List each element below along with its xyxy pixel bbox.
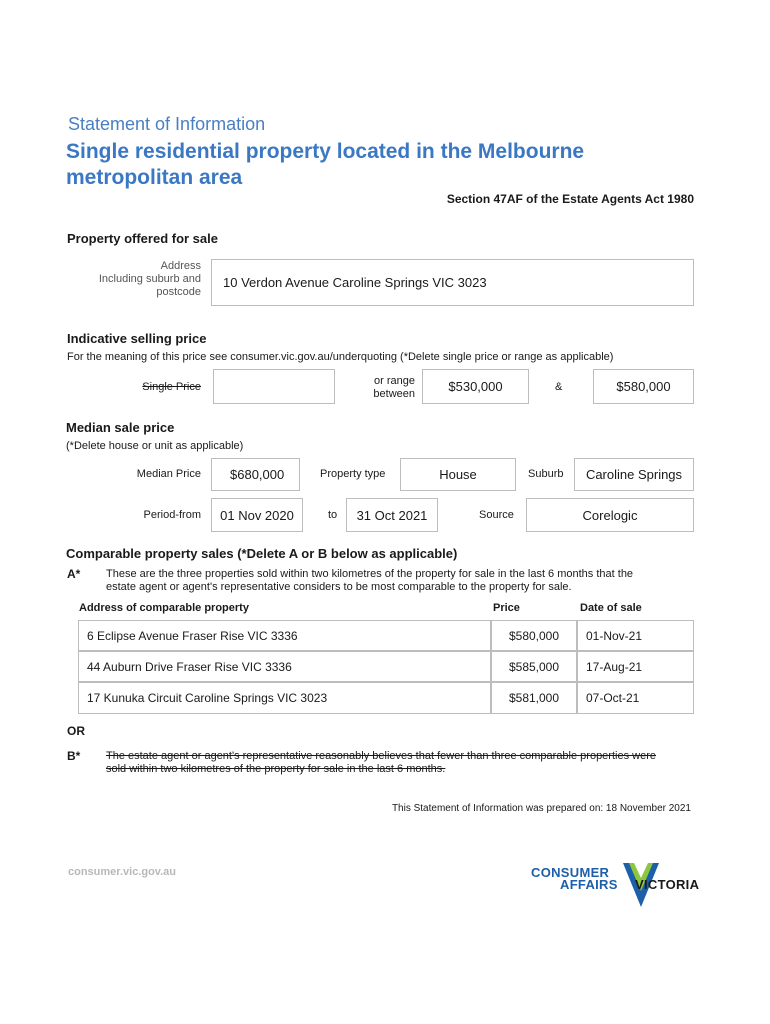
site-link[interactable]: consumer.vic.gov.au <box>68 866 177 878</box>
comparable-price-cell[interactable]: $585,000 <box>491 651 577 682</box>
logo-affairs: AFFAIRS <box>560 877 618 892</box>
source-field[interactable] <box>526 498 694 532</box>
period-from-value: 01 Nov 2020 <box>220 507 294 523</box>
property-type-field[interactable] <box>400 458 516 491</box>
range-label-line1: or range <box>374 375 415 387</box>
comparable-date-cell[interactable]: 17-Aug-21 <box>577 651 694 682</box>
option-a-text <box>106 568 633 594</box>
to-label: to <box>328 509 338 521</box>
suburb-field[interactable] <box>574 458 694 491</box>
option-a-marker: A* <box>67 567 81 581</box>
col-header-date: Date of sale <box>580 602 642 614</box>
table-row <box>78 620 694 651</box>
address-label-line2: Including suburb and <box>98 273 201 285</box>
or-label: OR <box>67 724 85 738</box>
indicative-note: For the meaning of this price see consumer.vic.gov.au/underquoting (*Delete single price or range as applicable) <box>67 351 614 363</box>
period-to-value: 31 Oct 2021 <box>356 507 428 523</box>
period-from-label: Period-from <box>143 509 201 521</box>
option-b-text-line1: The estate agent or agent's representative reasonably believes that fewer than three comparable properties were <box>106 750 656 762</box>
statement-title: Statement of Information <box>68 114 266 134</box>
comparable-section-title: Comparable property sales (*Delete A or B below as applicable) <box>66 546 458 561</box>
range-low-value: $530,000 <box>448 379 503 394</box>
comparable-date-cell[interactable]: 01-Nov-21 <box>577 620 694 651</box>
logo-victoria: VICTORIA <box>635 877 700 892</box>
option-a-text-line1: These are the three properties sold within two kilometres of the property for sale in the last 6 months that the <box>106 568 634 580</box>
col-header-price: Price <box>493 602 520 614</box>
address-label-line1: Address <box>160 260 201 272</box>
comparable-address-cell[interactable]: 6 Eclipse Avenue Fraser Rise VIC 3336 <box>78 620 491 651</box>
median-price-label: Median Price <box>136 468 201 480</box>
address-label-line3: postcode <box>156 286 201 298</box>
property-type-label: Property type <box>320 468 386 480</box>
source-value: Corelogic <box>582 507 638 523</box>
median-section-title: Median sale price <box>66 420 175 435</box>
address-field[interactable] <box>211 259 694 306</box>
indicative-section-title: Indicative selling price <box>67 331 207 346</box>
comparable-price-cell[interactable]: $580,000 <box>491 620 577 651</box>
act-reference: Section 47AF of the Estate Agents Act 1980 <box>446 192 694 206</box>
property-type-value: House <box>439 467 477 482</box>
logo-consumer: CONSUMER <box>531 865 610 880</box>
suburb-value: Caroline Springs <box>585 467 683 482</box>
property-section-title: Property offered for sale <box>67 231 218 246</box>
range-label <box>345 375 415 401</box>
period-from-field[interactable] <box>211 498 303 532</box>
address-label <box>80 260 201 299</box>
prepared-date-text: This Statement of Information was prepared on: 18 November 2021 <box>391 803 691 814</box>
address-value: 10 Verdon Avenue Caroline Springs VIC 3023 <box>223 275 487 290</box>
median-price-field[interactable] <box>211 458 300 491</box>
main-title-line2: metropolitan area <box>66 166 243 189</box>
range-high-value: $580,000 <box>616 379 671 394</box>
range-label-line2: between <box>373 388 415 400</box>
comparable-address-cell[interactable]: 17 Kunuka Circuit Caroline Springs VIC 3023 <box>78 682 491 714</box>
option-b-text <box>106 750 656 776</box>
consumer-affairs-victoria-logo <box>531 863 700 909</box>
comparable-date-cell[interactable]: 07-Oct-21 <box>577 682 694 714</box>
option-b-text-line2: sold within two kilometres of the property for sale in the last 6 months. <box>106 763 446 775</box>
median-note: (*Delete house or unit as applicable) <box>66 440 244 452</box>
range-high-field[interactable] <box>593 369 694 404</box>
comparable-address-cell[interactable]: 44 Auburn Drive Fraser Rise VIC 3336 <box>78 651 491 682</box>
single-price-field[interactable] <box>213 369 335 404</box>
range-low-field[interactable] <box>422 369 529 404</box>
main-title-line1: Single residential property located in the Melbourne <box>66 140 585 163</box>
option-a-text-line2: estate agent or agent's representative considers to be most comparable to the property for sale. <box>106 581 572 593</box>
source-label: Source <box>479 509 514 521</box>
comparable-price-cell[interactable]: $581,000 <box>491 682 577 714</box>
option-b-marker: B* <box>67 749 81 763</box>
table-row <box>78 682 694 714</box>
period-to-field[interactable] <box>346 498 438 532</box>
single-price-label: Single Price <box>142 381 201 393</box>
median-price-value: $680,000 <box>230 467 285 482</box>
table-row <box>78 651 694 682</box>
range-separator: & <box>555 381 563 393</box>
suburb-label: Suburb <box>528 468 564 480</box>
col-header-address: Address of comparable property <box>79 602 249 614</box>
